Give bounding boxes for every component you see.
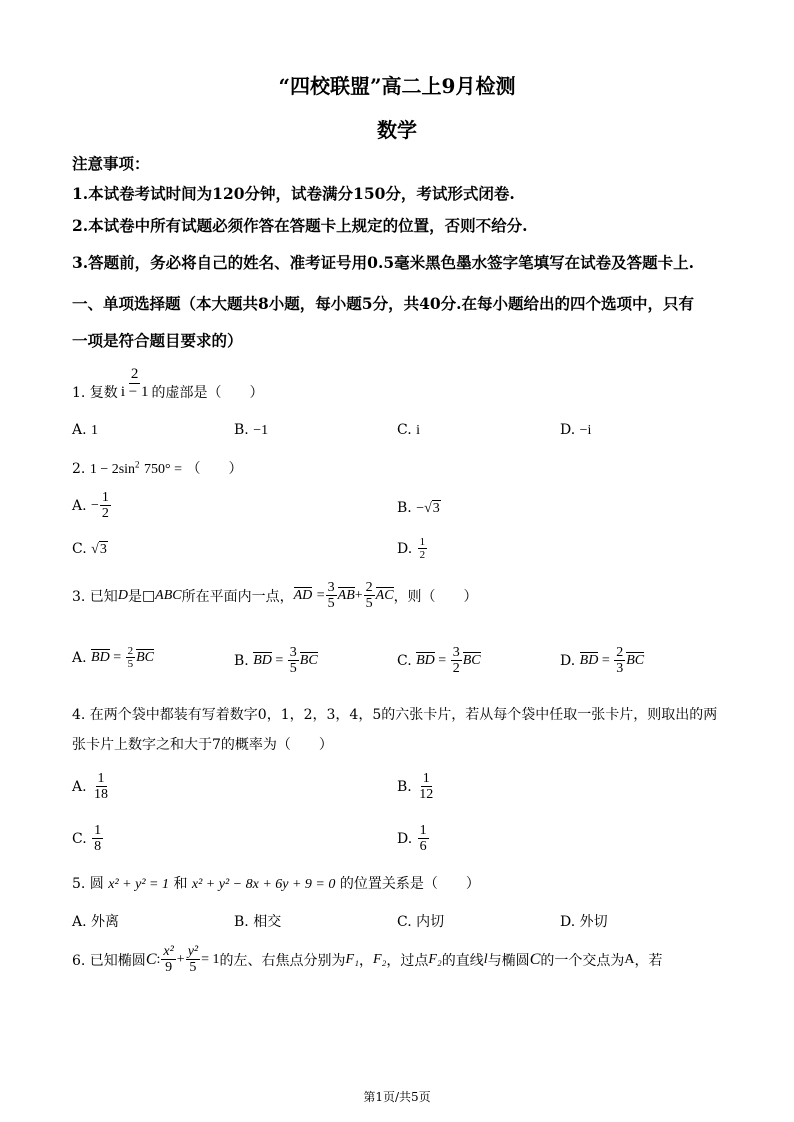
q3-d-lhs: BD [579, 653, 599, 669]
q6-frac-1 [161, 944, 175, 976]
q5-option-c-label: C. [397, 914, 412, 930]
q6-ellipse-name: C [145, 950, 157, 968]
q5-circle-2: x² + y² − 8x + 6y + 9 = 0 [191, 877, 336, 892]
q6-line-l: l [483, 951, 488, 967]
q5-option-b-label: B. [234, 914, 249, 930]
q2-option-a-frac [100, 490, 111, 522]
notice-item-1: 1.本试卷考试时间为120分钟，试卷满分150分，考试形式闭卷. [72, 184, 515, 203]
q6-f1: F₁ [345, 951, 359, 967]
question-4-line1: 4. 在两个袋中都装有写着数字0，1，2，3，4，5的六张卡片，若从每个袋中任取一张卡片，则取出的两 [72, 707, 718, 723]
q3-a-num: 2 [127, 645, 134, 657]
q1-option-b-text: −1 [253, 423, 269, 438]
q4-option-b [397, 771, 436, 803]
q5-option-d-text: 外切 [579, 914, 608, 930]
q4-c-frac [92, 823, 103, 855]
q6-point-a: A [624, 951, 635, 967]
q3-b-lhs: BD [253, 653, 272, 669]
question-1 [72, 364, 263, 402]
q6-colon: : [156, 951, 161, 967]
q3-a-frac [126, 645, 136, 670]
q2-option-d-frac [418, 536, 428, 561]
q4-b-den: 12 [419, 787, 434, 803]
q3-c-den: 2 [452, 661, 460, 677]
q5-option-a-label: A. [72, 914, 87, 930]
q3-eq: = [316, 587, 325, 603]
q4-d-frac [418, 823, 429, 855]
q1-option-b-label: B. [234, 422, 249, 438]
q1-option-d [560, 422, 591, 439]
question-5 [72, 873, 480, 893]
q3-c-rhs: BC [462, 653, 481, 669]
q4-option-a [72, 771, 111, 803]
q2-option-d-label: D. [397, 540, 413, 557]
q3-option-a: A. BD = $\frac{2}{5}$ BC [72, 645, 154, 671]
q5-suffix: 的位置关系是（ ） [339, 876, 480, 892]
q3-option-c: C. BD = $\frac{3}{2}$ BC [397, 645, 481, 677]
q3-prefix: 3. 已知 [72, 588, 118, 605]
question-6 [72, 944, 662, 976]
q5-option-d-label: D. [560, 914, 576, 930]
q1-frac-den: i − 1 [120, 383, 149, 400]
q3-b-rhs: BC [299, 653, 318, 669]
q2-expr2: 750° = [144, 462, 182, 477]
q3-c1-num: 3 [327, 580, 335, 595]
q2-suffix: （ ） [186, 461, 243, 477]
notice-item-3: 3.答题前，务必将自己的姓名、准考证号用0.5毫米黑色墨水签字笔填写在试卷及答题卡上. [72, 253, 695, 272]
q6-f2: F₂ [372, 951, 387, 967]
q5-option-b [234, 911, 281, 931]
q6-mid3: 的直线 [441, 952, 484, 969]
q5-option-a [72, 911, 119, 931]
q1-frac-num: 2 [130, 366, 139, 382]
q3-coef-2 [364, 580, 375, 612]
q3-c1-den: 5 [327, 596, 335, 612]
q2-a-den: 2 [101, 506, 109, 522]
q6-frac-2 [186, 944, 200, 976]
q6-plus: + [176, 951, 185, 967]
q1-option-c-label: C. [397, 422, 412, 438]
q4-option-d-label: D. [397, 830, 413, 847]
q6-ellipse-name-2: C [529, 950, 541, 968]
q2-option-b-rad: 3 [432, 501, 440, 516]
q2-option-b-sign: − [416, 501, 425, 516]
q6-comma: ， [358, 952, 373, 969]
q1-option-c-text: i [416, 423, 421, 438]
q6-n1: x² [163, 944, 174, 959]
q3-d-num: 2 [616, 645, 624, 660]
notice-item-2: 2.本试卷中所有试题必须作答在答题卡上规定的位置，否则不给分. [72, 216, 528, 235]
q2-d-den: 2 [419, 549, 426, 562]
q1-option-a-label: A. [72, 422, 87, 438]
q2-option-a-label: A. [72, 497, 87, 514]
q4-option-c [72, 823, 104, 855]
q3-option-a-label: A. [72, 649, 87, 666]
q1-prefix: 1. 复数 [72, 385, 118, 401]
q6-mid5: 的一个交点为 [540, 952, 625, 969]
q1-suffix: 的虚部是（ ） [151, 385, 264, 401]
q3-c-lhs: BD [416, 653, 435, 669]
q3-vec-ab: AB [337, 588, 355, 604]
question-3 [72, 580, 478, 612]
q3-d-rhs: BC [626, 653, 645, 669]
subject-title: 数学 [377, 118, 417, 142]
q3-c-frac [451, 645, 462, 677]
q3-triangle-symbol: □ [141, 587, 156, 604]
q6-n2: y² [187, 944, 199, 959]
q3-c2-num: 2 [365, 580, 373, 595]
q4-b-num: 1 [422, 771, 430, 786]
q3-option-c-label: C. [397, 652, 412, 669]
q3-d-den: 3 [616, 661, 624, 677]
q3-abc: ABC [155, 587, 182, 603]
q2-prefix: 2. [72, 461, 86, 477]
q3-a-den: 5 [127, 658, 134, 671]
q3-d-frac [614, 645, 625, 677]
q6-d2: 5 [189, 960, 197, 976]
q4-c-den: 8 [94, 839, 102, 855]
q1-option-c [397, 422, 420, 439]
q5-option-c-text: 内切 [416, 914, 445, 930]
q2-expr: 1 − 2sin [89, 462, 136, 477]
q3-option-b-label: B. [234, 652, 249, 669]
question-2 [72, 458, 242, 478]
q3-option-d-label: D. [560, 652, 576, 669]
q5-and: 和 [173, 876, 188, 892]
q6-prefix: 6. 已知椭圆 [72, 952, 146, 969]
q3-plus: + [354, 587, 363, 603]
q2-option-b-label: B. [397, 500, 412, 516]
q3-c2-den: 5 [365, 596, 373, 612]
q3-b-den: 5 [289, 661, 297, 677]
q3-a-rhs: BC [136, 650, 154, 666]
q3-vec-ad: AD [293, 588, 313, 604]
q4-option-b-label: B. [397, 778, 412, 795]
q4-option-a-label: A. [72, 778, 87, 795]
q4-a-frac [92, 771, 110, 803]
section-heading-line2: 一项是符合题目要求的） [72, 331, 243, 350]
q3-option-b: B. BD = $\frac{3}{5}$ BC [234, 645, 318, 677]
page-footer: 第1页/共5页 [363, 1090, 431, 1104]
q3-is: 是 [127, 588, 142, 605]
q4-a-den: 18 [94, 787, 109, 803]
section-heading-line1: 一、单项选择题（本大题共8小题，每小题5分，共40分.在每小题给出的四个选项中，只有 [72, 294, 695, 313]
q3-b-frac [288, 645, 299, 677]
q5-prefix: 5. 圆 [72, 876, 104, 892]
q2-d-num: 1 [419, 536, 426, 548]
q5-circle-1: x² + y² = 1 [108, 877, 169, 892]
q3-vec-ac: AC [375, 588, 394, 604]
q4-option-c-label: C. [72, 830, 87, 847]
q4-d-num: 1 [419, 823, 427, 838]
q3-point-d: D [117, 587, 128, 603]
q3-a-lhs: BD [91, 650, 110, 666]
q6-d1: 9 [165, 960, 173, 976]
q4-d-den: 6 [419, 839, 427, 855]
q3-b-num: 3 [289, 645, 297, 660]
q4-b-frac [417, 771, 435, 803]
q1-option-a-text: 1 [91, 423, 99, 438]
q3-mid: 所在平面内一点， [181, 588, 294, 605]
question-4-line2: 张卡片上数字之和大于7的概率为（ ） [72, 737, 333, 753]
q4-option-d [397, 823, 430, 855]
q6-f2b: F₂ [428, 951, 442, 967]
q2-a-num: 1 [101, 490, 109, 505]
q4-c-num: 1 [94, 823, 102, 838]
q3-suffix: ，则（ ） [393, 588, 478, 605]
q5-option-a-text: 外离 [91, 914, 120, 930]
q2-sup: 2 [135, 459, 140, 470]
q6-eq: = 1 [201, 951, 220, 967]
q5-option-c [397, 911, 444, 931]
q2-option-c-rad: 3 [99, 542, 107, 557]
q1-option-d-label: D. [560, 422, 576, 438]
q1-option-a [72, 422, 98, 439]
q2-option-b: B. −√3 [397, 500, 440, 516]
q2-option-c: C. √3 [72, 541, 107, 557]
q2-option-d [397, 536, 428, 561]
q2-option-c-label: C. [72, 541, 87, 557]
q1-option-d-text: −i [579, 423, 592, 438]
q3-coef-1 [326, 580, 337, 612]
q1-fraction [119, 366, 151, 400]
q2-option-a-sign: − [91, 497, 99, 513]
q5-option-d [560, 911, 608, 931]
q6-mid1: 的左、右焦点分别为 [219, 952, 346, 969]
q6-mid2: ，过点 [386, 952, 429, 969]
q1-option-b [234, 422, 268, 439]
q3-c-num: 3 [452, 645, 460, 660]
page-title: “四校联盟”高二上9月检测 [278, 74, 516, 98]
q5-option-b-text: 相交 [253, 914, 282, 930]
q2-option-a [72, 490, 112, 522]
q4-a-num: 1 [97, 771, 105, 786]
q6-suffix: ，若 [634, 952, 663, 969]
q3-option-d: D. BD = $\frac{2}{3}$ BC [560, 645, 645, 677]
notice-heading: 注意事项： [72, 154, 150, 173]
q6-mid4: 与椭圆 [487, 952, 530, 969]
